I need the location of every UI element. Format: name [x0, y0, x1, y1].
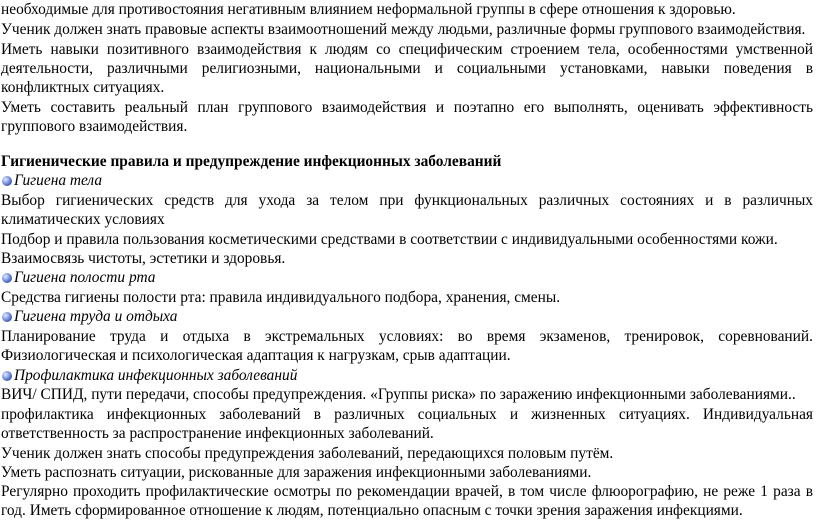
text-line: деятельности, различными религиозными, национальными и социальными установками, навыки поведения в	[1, 60, 813, 77]
text-line: конфликтных ситуациях.	[1, 79, 165, 96]
text-line: Взаимосвязь чистоты, эстетики и здоровья.	[1, 250, 286, 267]
subheading-infection-prevention	[1, 366, 813, 385]
text-line: Иметь навыки позитивного взаимодействия к людям со специфическим строением тела, особенностями умственной	[1, 41, 813, 58]
subheading-work-rest	[1, 307, 813, 326]
text-line: необходимые для противостояния негативным влиянием неформальной группы в сфере отношения к здоровью.	[1, 1, 736, 18]
text-line: климатических условиях	[1, 211, 165, 228]
bullet-icon	[2, 371, 12, 381]
text-line: профилактика инфекционных заболеваний в различных социальных и жизненных ситуациях. Индивидуальная	[1, 406, 813, 423]
text-line: Планирование труда и отдыха в экстремальных условиях: во время экзаменов, тренировок, соревнований.	[1, 328, 813, 345]
text-line: ВИЧ/ СПИД, пути передачи, способы предупреждения. «Группы риска» по заражению инфекционными заболеваниями..	[1, 386, 796, 403]
text-line: Физиологическая и психологическая адаптация к нагрузкам, срыв адаптации.	[1, 347, 511, 364]
text-line: Подбор и правила пользования косметическими средствами в соответствии с индивидуальными особенностями кожи.	[1, 231, 778, 248]
subheading-label: Профилактика инфекционных заболеваний	[14, 367, 298, 384]
subheading-label: Гигиена труда и отдыха	[14, 308, 178, 325]
text-line: Выбор гигиенических средств для ухода за телом при функциональных различных состояниях и в различных	[1, 192, 813, 209]
section-heading: Гигиенические правила и предупреждение инфекционных заболеваний	[1, 153, 502, 170]
subheading-oral-hygiene	[1, 268, 813, 287]
text-line: Ученик должен знать правовые аспекты взаимоотношений между людьми, различные формы группового взаимодействия.	[1, 21, 806, 38]
text-line: Регулярно проходить профилактические осмотры по рекомендации врачей, в том числе флюорографию, не реже 1 раза в	[1, 483, 813, 500]
text-line: группового взаимодействия.	[1, 118, 188, 135]
bullet-icon	[2, 312, 12, 322]
text-line: Уметь распознать ситуации, рискованные для заражения инфекционными заболеваниями.	[1, 464, 592, 481]
subheading-label: Гигиена полости рта	[14, 269, 156, 286]
subheading-label: Гигиена тела	[14, 172, 103, 189]
text-line: Ученик должен знать способы предупреждения заболеваний, передающихся половым путём.	[1, 445, 614, 462]
subheading-hygiene-body	[1, 171, 813, 190]
bullet-icon	[2, 176, 12, 186]
bullet-icon	[2, 273, 12, 283]
text-line: год. Иметь сформированное отношение к людям, потенциально опасным с точки зрения заражения инфекциями.	[1, 502, 743, 519]
text-line: ответственность за распространение инфекционных заболеваний.	[1, 425, 434, 442]
text-line: Средства гигиены полости рта: правила индивидуального подбора, хранения, смены.	[1, 289, 561, 306]
text-line: Уметь составить реальный план группового взаимодействия и поэтапно его выполнять, оценивать эффективность	[1, 99, 813, 116]
